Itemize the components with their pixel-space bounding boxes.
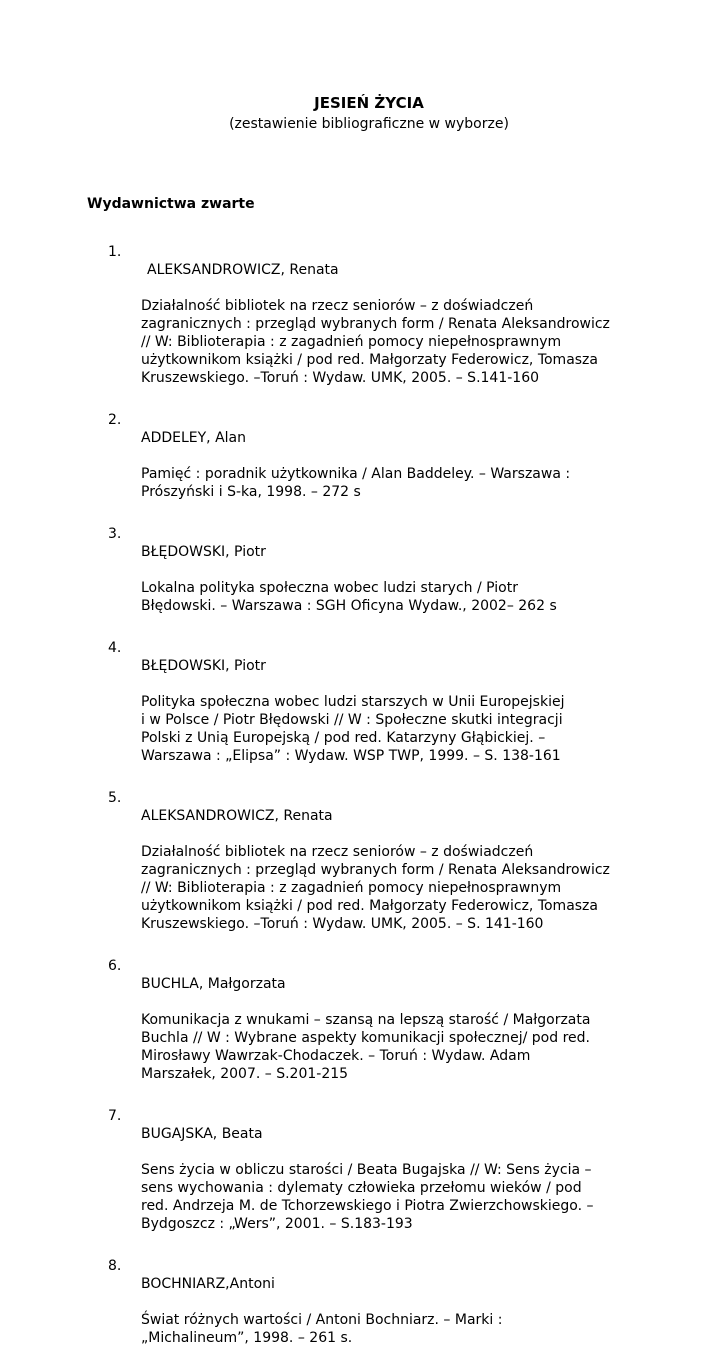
entry-author: BŁĘDOWSKI, Piotr xyxy=(141,544,266,560)
entry-body xyxy=(141,639,641,783)
bibliography-entry xyxy=(0,639,724,783)
entry-body xyxy=(141,1257,641,1365)
section-heading: Wydawnictwa zwarte xyxy=(87,196,255,212)
bibliography-list xyxy=(0,243,724,1371)
entry-description: Działalność bibliotek na rzecz seniorów – z doświadczeń zagranicznych : przegląd wybranych form / Renata Aleksandrowicz // W: Biblioterapia : z zagadnień pomocy niepełnosprawnym użytkownikom książki / pod red. Małgorzaty Federowicz, Tomasza Kruszewskiego. –Toruń : Wydaw. UMK, 2005. – S. 141-160 xyxy=(141,844,610,932)
bibliography-entry xyxy=(0,243,724,405)
entry-body xyxy=(141,525,641,633)
entry-number: 2. xyxy=(108,412,122,428)
entry-author: BUCHLA, Małgorzata xyxy=(141,976,286,992)
entry-number: 4. xyxy=(108,640,122,656)
entry-number: 6. xyxy=(108,958,122,974)
entry-body xyxy=(141,1107,641,1251)
entry-description: Komunikacja z wnukami – szansą na lepszą starość / Małgorzata Buchla // W : Wybrane aspekty komunikacji społecznej/ pod red. Mirosławy Wawrzak-Chodaczek. – Toruń : Wydaw. Adam Marszałek, 2007. – S.201-215 xyxy=(141,1012,591,1082)
entry-author: ADDELEY, Alan xyxy=(141,430,246,446)
entry-author: ALEKSANDROWICZ, Renata xyxy=(147,262,339,278)
entry-author: BŁĘDOWSKI, Piotr xyxy=(141,658,266,674)
bibliography-entry xyxy=(0,789,724,951)
bibliography-entry xyxy=(0,1107,724,1251)
bibliography-entry xyxy=(0,525,724,633)
bibliography-entry xyxy=(0,411,724,519)
entry-body xyxy=(141,957,641,1101)
entry-description: Działalność bibliotek na rzecz seniorów – z doświadczeń zagranicznych : przegląd wybranych form / Renata Aleksandrowicz // W: Biblioterapia : z zagadnień pomocy niepełnosprawnym użytkownikom książki / pod red. Małgorzaty Federowicz, Tomasza Kruszewskiego. –Toruń : Wydaw. UMK, 2005. – S.141-160 xyxy=(141,298,610,386)
entry-description: Sens życia w obliczu starości / Beata Bugajska // W: Sens życia – sens wychowania : dylematy człowieka przełomu wieków / pod red. Andrzeja M. de Tchorzewskiego i Piotra Zwierzchowskiego. – Bydgoszcz : „Wers”, 2001. – S.183-193 xyxy=(141,1162,594,1232)
entry-author: BUGAJSKA, Beata xyxy=(141,1126,263,1142)
bibliography-entry xyxy=(0,1257,724,1365)
entry-author: BOCHNIARZ,Antoni xyxy=(141,1276,275,1292)
document-title: JESIEŃ ŻYCIA xyxy=(314,94,424,112)
entry-number: 7. xyxy=(108,1108,122,1124)
entry-number: 5. xyxy=(108,790,122,806)
entry-description: Pamięć : poradnik użytkownika / Alan Baddeley. – Warszawa : Prószyński i S-ka, 1998. – 272 s xyxy=(141,466,571,500)
entry-body xyxy=(141,243,641,405)
entry-description: Polityka społeczna wobec ludzi starszych w Unii Europejskiej i w Polsce / Piotr Błędowski // W : Społeczne skutki integracji Polski z Unią Europejską / pod red. Katarzyny Głąbickiej. – Warszawa : „Elipsa” : Wydaw. WSP TWP, 1999. – S. 138-161 xyxy=(141,694,565,764)
entry-number: 1. xyxy=(108,244,122,260)
bibliography-entry xyxy=(0,957,724,1101)
entry-number: 3. xyxy=(108,526,122,542)
entry-description: Lokalna polityka społeczna wobec ludzi starych / Piotr Błędowski. – Warszawa : SGH Oficyna Wydaw., 2002– 262 s xyxy=(141,580,557,614)
entry-author: ALEKSANDROWICZ, Renata xyxy=(141,808,333,824)
entry-body xyxy=(141,411,641,519)
entry-body xyxy=(141,789,641,951)
entry-description: Świat różnych wartości / Antoni Bochniarz. – Marki : „Michalineum”, 1998. – 261 s. xyxy=(141,1312,503,1346)
document-subtitle: (zestawienie bibliograficzne w wyborze) xyxy=(229,116,509,132)
entry-number: 8. xyxy=(108,1258,122,1274)
